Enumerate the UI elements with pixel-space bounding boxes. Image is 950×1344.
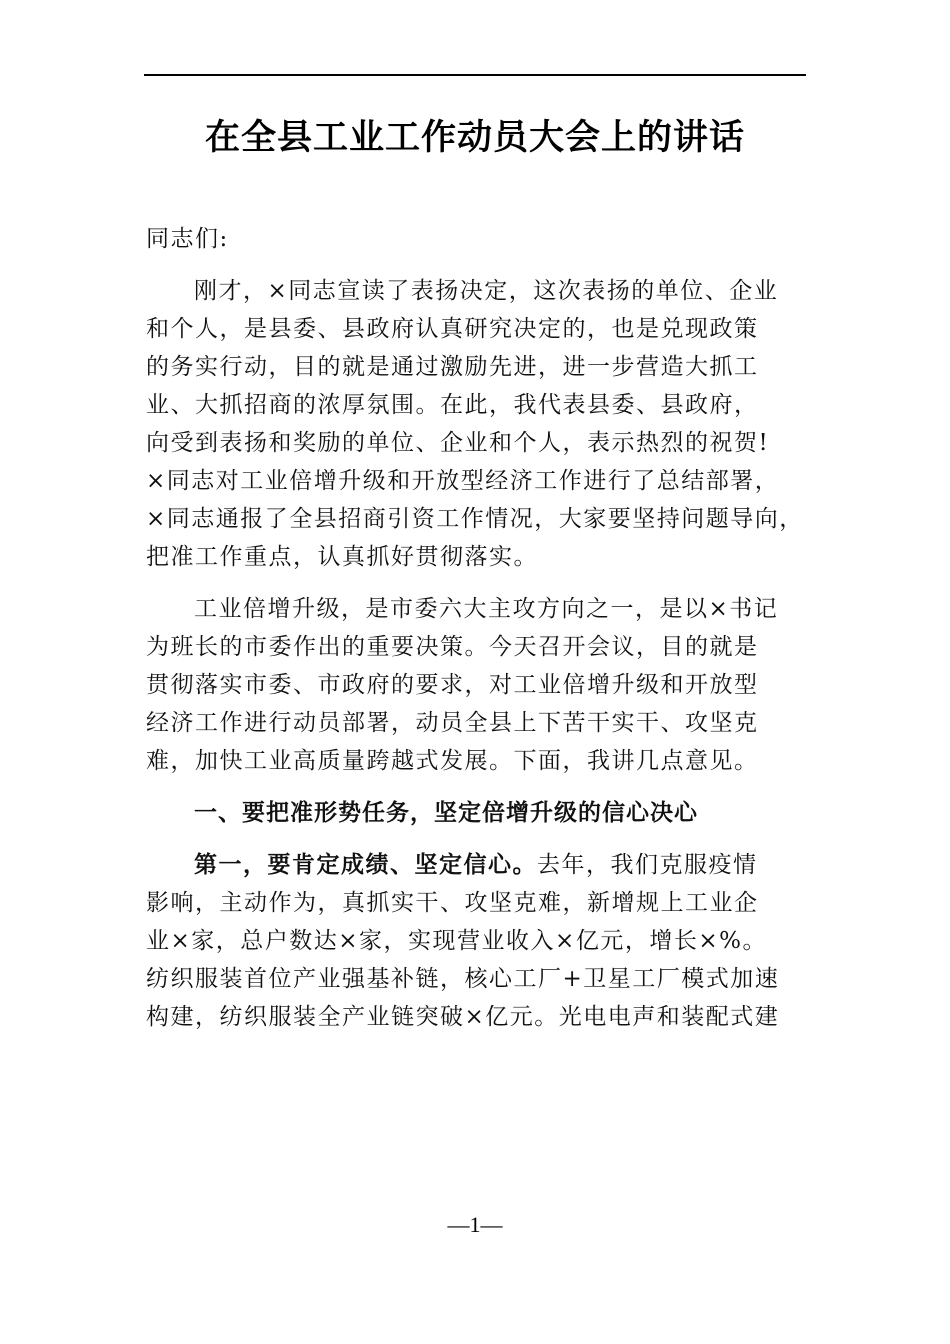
document-title: 在全县工业工作动员大会上的讲话 xyxy=(204,117,745,158)
document-body xyxy=(146,220,810,1036)
paragraph-3 xyxy=(146,846,810,1036)
paragraph-line: 经济工作进行动员部署，动员全县上下苦干实干、攻坚克 xyxy=(146,710,759,736)
paragraph-line: 刚才，×同志宣读了表扬决定，这次表扬的单位、企业 xyxy=(194,278,779,304)
paragraph-gap xyxy=(146,832,810,846)
paragraph-line: ×同志对工业倍增升级和开放型经济工作进行了总结部署， xyxy=(146,468,780,494)
paragraph-line: 为班长的市委作出的重要决策。今天召开会议，目的就是 xyxy=(146,634,759,660)
paragraph-line: 工业倍增升级，是市委六大主攻方向之一，是以×书记 xyxy=(194,596,779,622)
paragraph-line: 影响，主动作为，真抓实干、攻坚克难，新增规上工业企 xyxy=(146,890,759,916)
paragraph-gap xyxy=(146,576,810,590)
paragraph-2 xyxy=(146,590,810,780)
section-heading-1: 一、要把准形势任务，坚定倍增升级的信心决心 xyxy=(194,800,698,826)
paragraph-gap xyxy=(146,258,810,272)
paragraph-line: 和个人，是县委、县政府认真研究决定的，也是兑现政策 xyxy=(146,316,759,342)
paragraph-1 xyxy=(146,272,810,576)
paragraph-line: 向受到表扬和奖励的单位、企业和个人，表示热烈的祝贺! xyxy=(146,430,770,456)
paragraph-line: 的务实行动，目的就是通过激励先进，进一步营造大抓工 xyxy=(146,354,759,380)
paragraph-line: 业、大抓招商的浓厚氛围。在此，我代表县委、县政府， xyxy=(146,392,759,418)
paragraph-line: 把准工作重点，认真抓好贯彻落实。 xyxy=(146,544,538,570)
paragraph-line: 构建，纺织服装全产业链突破×亿元。光电电声和装配式建 xyxy=(146,1004,780,1030)
header-rule xyxy=(144,74,806,76)
paragraph-gap xyxy=(146,780,810,794)
page-number: —1— xyxy=(447,1212,503,1237)
paragraph-line: ×同志通报了全县招商引资工作情况，大家要坚持问题导向， xyxy=(146,506,804,532)
paragraph-line xyxy=(146,846,810,884)
salutation: 同志们: xyxy=(146,226,229,252)
paragraph-line: 纺织服装首位产业强基补链，核心工厂+卫星工厂模式加速 xyxy=(146,966,780,992)
paragraph-lead: 第一，要肯定成绩、坚定信心。 xyxy=(194,851,537,878)
paragraph-line: 业×家，总户数达×家，实现营业收入×亿元，增长×%。 xyxy=(146,928,767,954)
paragraph-line: 贯彻落实市委、市政府的要求，对工业倍增升级和开放型 xyxy=(146,672,759,698)
paragraph-text: 去年，我们克服疫情 xyxy=(537,852,758,878)
paragraph-line: 难，加快工业高质量跨越式发展。下面，我讲几点意见。 xyxy=(146,748,759,774)
